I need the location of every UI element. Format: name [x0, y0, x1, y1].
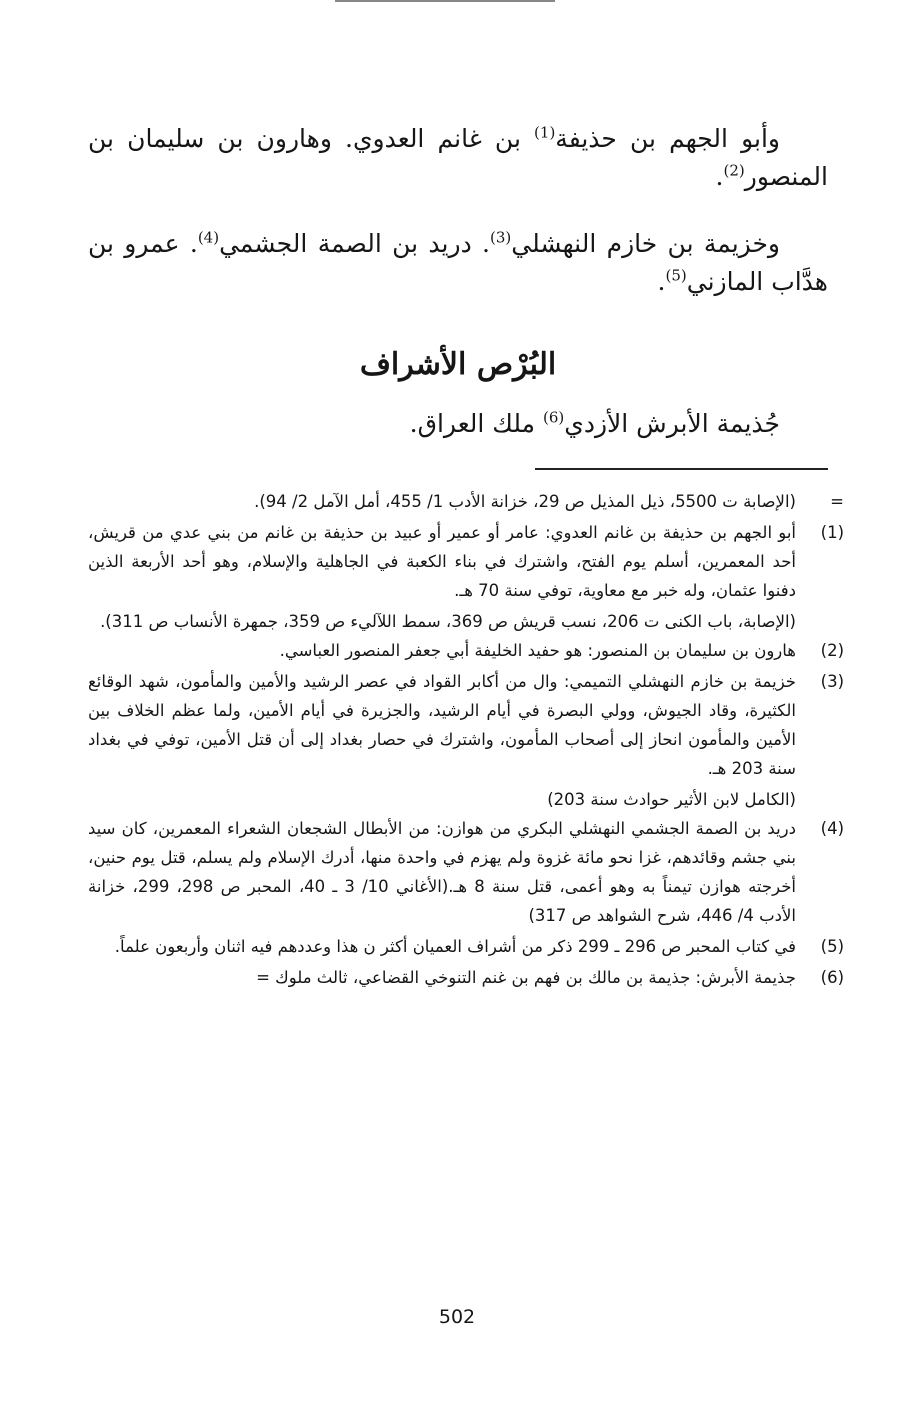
text-run: ملك العراق. [409, 409, 543, 438]
text-run: . [657, 267, 666, 296]
footnote-5 [88, 932, 848, 961]
footnote-number: (2) [820, 641, 844, 660]
text-run: بن غانم العدوي. وهارون بن سليمان بن المنصور [88, 124, 828, 191]
footnote-ref-3[interactable]: (3) [489, 228, 512, 247]
footnote-text: (الإصابة ت 5500، ذيل المذيل ص 29، خزانة الأدب 1/ 455، أمل الآمل 2/ 94). [254, 492, 796, 511]
footnote-continuation [88, 487, 848, 516]
footnotes-block [88, 487, 848, 994]
footnote-number: (6) [820, 968, 844, 987]
body-paragraph-2 [88, 225, 828, 301]
top-edge-rule [335, 0, 555, 2]
footnote-text: جذيمة الأبرش: جذيمة بن مالك بن فهم بن غنم التنوخي القضاعي، ثالث ملوك = [256, 968, 796, 987]
footnote-number: (3) [820, 672, 844, 691]
text-run: جُذيمة الأبرش الأزدي [564, 409, 780, 438]
footnote-4 [88, 814, 848, 930]
page-number: 502 [438, 1306, 476, 1328]
footnote-text: في كتاب المحبر ص 296 ـ 299 ذكر من أشراف العميان أكثر ن هذا وعددهم فيه اثنان وأربعون علماً. [114, 937, 796, 956]
footnote-ref-1[interactable]: (1) [534, 123, 556, 142]
footnote-text: أبو الجهم بن حذيفة بن غانم العدوي: عامر أو عمير أو عبيد بن حذيفة بن غانم من بني عدي من قريش، أحد المعمرين، أسلم يوم الفتح، واشترك في بناء الكعبة في الجاهلية والإسلام، وهو أحد الأربعة الذين دفنوا عثمان، وله خبر مع معاوية، توفي سنة 70 هـ. [88, 523, 796, 600]
footnote-1 [88, 518, 848, 636]
footnote-3 [88, 667, 848, 814]
footnote-text: دريد بن الصمة الجشمي النهشلي البكري من هوازن: من الأبطال الشجعان الشعراء المعمرين، كان سيد بني جشم وقائدهم، غزا نحو مائة غزوة ولم يهزم في واحدة منها، أدرك الإسلام ولم يسلم، قتل يوم حنين، أخرجته هوازن تيمناً به وهو أعمى، قتل سنة 8 هـ.(الأغاني 10/ 3 ـ 40، المحبر ص 298، 299، خزانة الأدب 4/ 446، شرح الشواهد ص 317) [88, 819, 796, 925]
body-paragraph-1 [88, 120, 828, 196]
section-heading: البُرْص الأشراف [359, 347, 557, 382]
text-run: . دريد بن الصمة الجشمي [219, 229, 490, 258]
text-run: . [715, 162, 724, 191]
footnote-text: هارون بن سليمان بن المنصور: هو حفيد الخليفة أبي جعفر المنصور العباسي. [279, 641, 796, 660]
text-run: وأبو الجهم بن حذيفة [555, 124, 780, 153]
footnote-source: (الإصابة، باب الكنى ت 206، نسب قريش ص 369، سمط اللآليء ص 359، جمهرة الأنساب ص 311). [100, 612, 796, 631]
footnote-text: خزيمة بن خازم النهشلي التميمي: وال من أكابر القواد في عصر الرشيد والأمين والمأمون، شهد الوقائع الكثيرة، وقاد الجيوش، وولي البصرة في أيام الرشيد، والجزيرة في أيام الأمين، ولما عظم الخلاف بين الأمين والمأمون انحاز إلى أصحاب المأمون، واشترك في حصار بغداد إلى أن قتل الأمين، توفي في بغداد سنة 203 هـ. [88, 672, 796, 778]
footnote-marker: = [830, 492, 844, 511]
footnote-ref-6[interactable]: (6) [542, 408, 565, 427]
footnote-number: (1) [820, 523, 844, 542]
footnote-ref-4[interactable]: (4) [197, 228, 220, 247]
footnote-ref-5[interactable]: (5) [665, 266, 687, 285]
text-run: . عمرو بن هدَّاب المازني [88, 229, 828, 296]
footnote-source: (الكامل لابن الأثير حوادث سنة 203) [547, 790, 796, 809]
body-paragraph-3 [88, 405, 828, 443]
footnote-ref-2[interactable]: (2) [723, 161, 745, 180]
footnote-separator [535, 468, 828, 470]
footnote-2 [88, 636, 848, 665]
footnote-number: (5) [820, 937, 844, 956]
footnote-number: (4) [820, 819, 844, 838]
text-run: وخزيمة بن خازم النهشلي [511, 229, 780, 258]
footnote-6 [88, 963, 848, 992]
